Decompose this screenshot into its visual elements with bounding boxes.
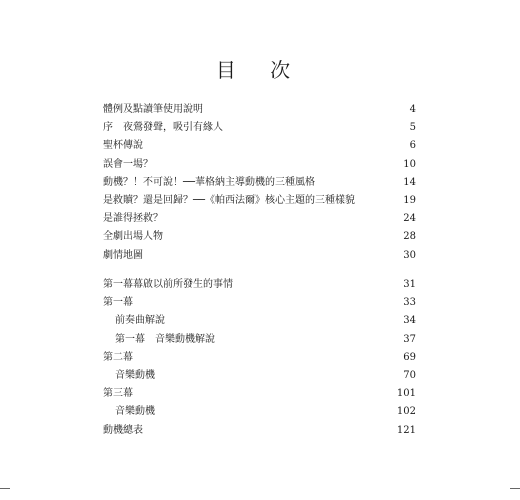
toc-entry-page: 33 [403, 297, 416, 309]
toc-entry[interactable] [103, 312, 416, 330]
toc-entry-page: 14 [403, 176, 416, 188]
toc-entry[interactable] [103, 192, 416, 210]
toc-entry-text: 劇情地圖 [103, 249, 143, 261]
toc-entry[interactable] [103, 331, 416, 349]
toc-entry-text: 體例及點讀筆使用說明 [103, 104, 203, 116]
toc-entry[interactable] [103, 276, 416, 294]
page-title: 目 次 [215, 58, 305, 82]
toc-entry-text: 全劇出場人物 [103, 231, 163, 243]
toc-entry-page: 70 [403, 370, 416, 382]
toc-entry-text: 是誰得拯救？ [103, 213, 163, 225]
toc-entry-text: 誤會一場？ [103, 158, 153, 170]
toc-entry[interactable] [103, 294, 416, 312]
toc-entry-page: 4 [409, 104, 416, 116]
crop-mark-right [510, 488, 520, 489]
toc-entry-page: 31 [403, 279, 416, 291]
toc-entry-text: 動機？！不可說！──華格納主導動機的三種風格 [103, 176, 316, 188]
toc-entry-text: 第一幕 音樂動機解說 [115, 333, 215, 345]
toc-entry[interactable] [103, 101, 416, 119]
toc-entry[interactable] [103, 385, 416, 403]
toc-entry[interactable] [103, 422, 416, 440]
toc-entry-text: 序 夜鶯發聲，吸引有緣人 [103, 122, 223, 134]
toc-entry[interactable] [103, 174, 416, 192]
crop-mark-left [0, 488, 10, 489]
toc-entry-page: 24 [403, 213, 416, 225]
toc-entry-page: 69 [403, 351, 416, 363]
toc-entry-page: 101 [396, 388, 416, 400]
toc-entry-page: 121 [396, 424, 416, 436]
toc-entry-page: 34 [403, 315, 416, 327]
toc-entry[interactable] [103, 403, 416, 421]
toc-entry-text: 音樂動機 [115, 370, 155, 382]
toc-entry-page: 10 [403, 158, 416, 170]
toc-entry[interactable] [103, 349, 416, 367]
toc-entry-page: 37 [403, 333, 416, 345]
toc-entry[interactable] [103, 210, 416, 228]
toc-entry-text: 聖杯傳說 [103, 140, 143, 152]
toc-entry-page: 102 [396, 406, 416, 418]
toc-entry-text: 第二幕 [103, 351, 133, 363]
toc-entry-text: 第一幕幕啟以前所發生的事情 [103, 279, 233, 291]
toc-entry[interactable] [103, 228, 416, 246]
toc-section-front-matter [103, 101, 416, 265]
toc-entry[interactable] [103, 137, 416, 155]
toc-entry[interactable] [103, 367, 416, 385]
toc-entry-page: 28 [403, 231, 416, 243]
toc-entry[interactable] [103, 247, 416, 265]
toc-entry-page: 30 [403, 249, 416, 261]
toc-entry-page: 5 [409, 122, 416, 134]
toc-entry-text: 動機總表 [103, 424, 143, 436]
toc-entry-text: 第三幕 [103, 388, 133, 400]
toc-entry-page: 6 [409, 140, 416, 152]
toc-entry-text: 前奏曲解說 [115, 315, 165, 327]
toc-entry-page: 19 [403, 195, 416, 207]
toc-section-acts [103, 276, 416, 440]
toc-entry[interactable] [103, 119, 416, 137]
toc-entry-text: 是救贖？還是回歸？──《帕西法爾》核心主題的三種樣貌 [103, 195, 356, 207]
toc-entry-text: 第一幕 [103, 297, 133, 309]
toc-entry-text: 音樂動機 [115, 406, 155, 418]
toc-entry[interactable] [103, 156, 416, 174]
